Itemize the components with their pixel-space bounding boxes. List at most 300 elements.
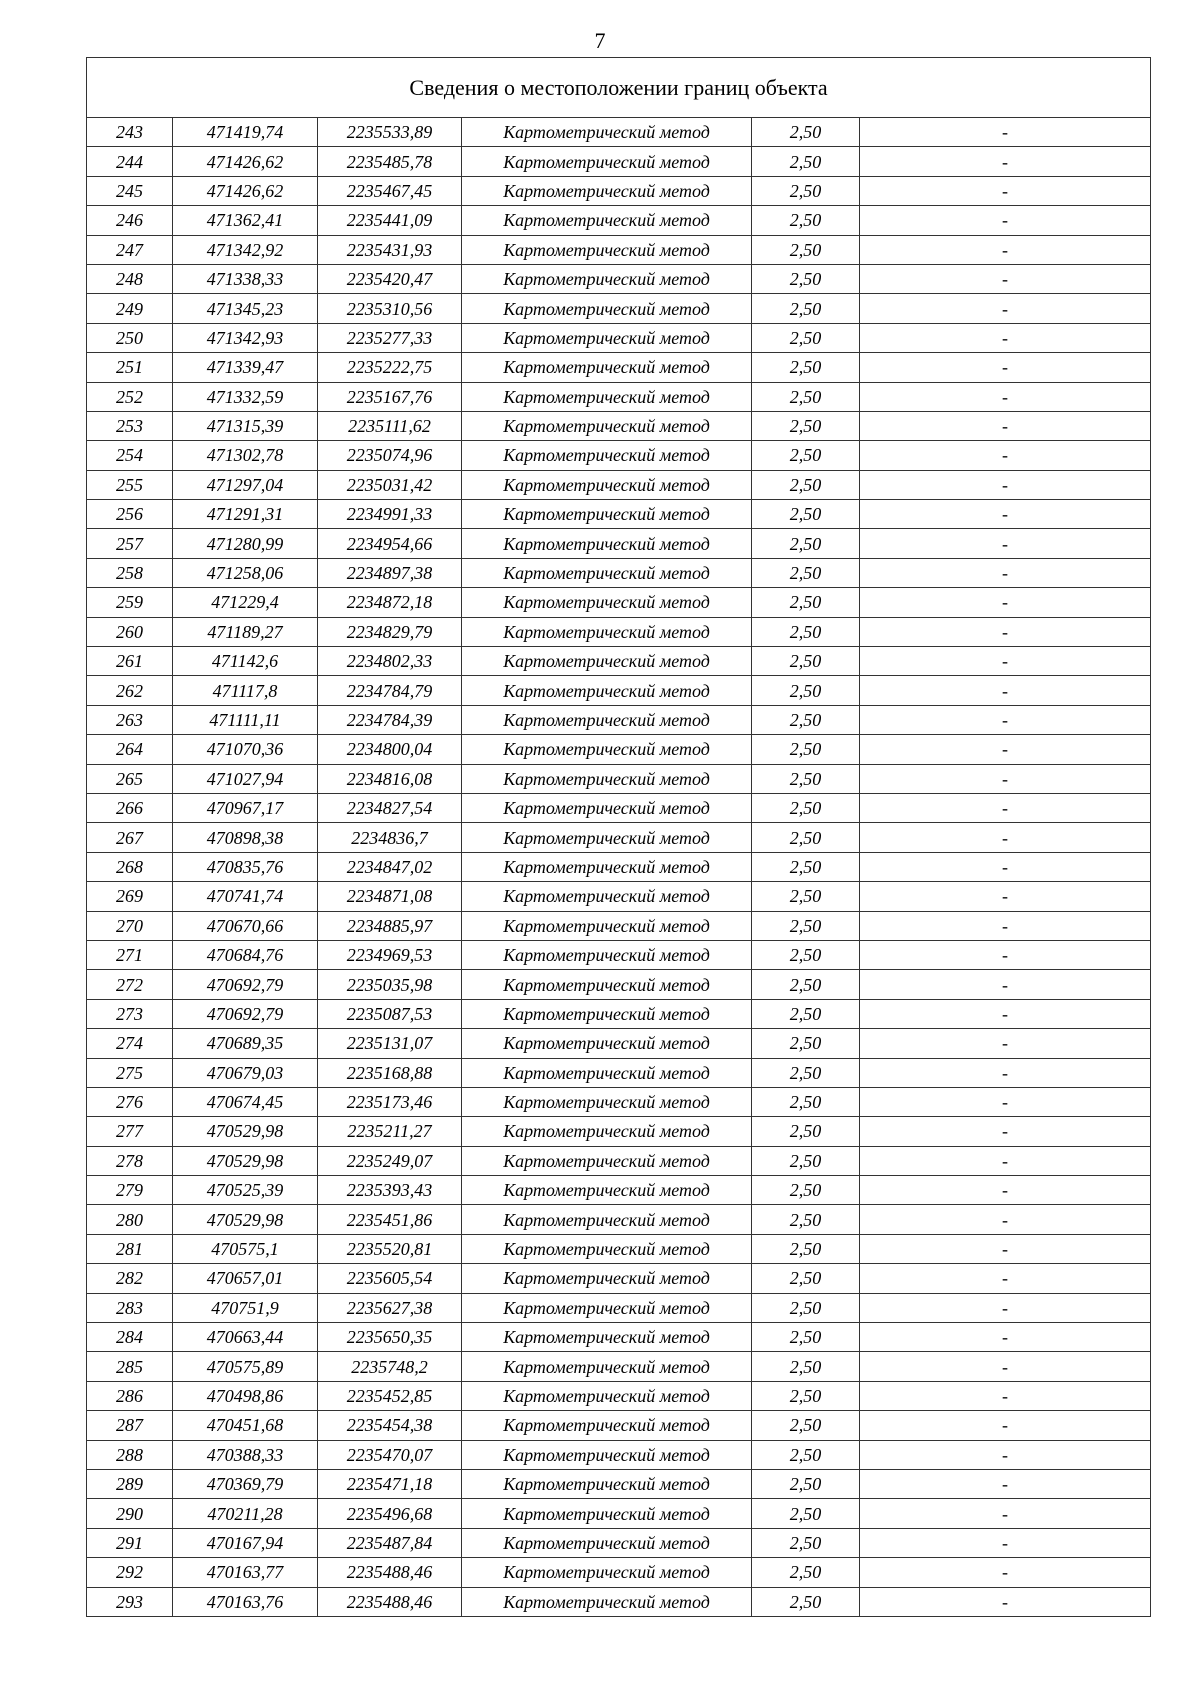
accuracy-cell: 2,50	[752, 411, 860, 440]
table-row	[87, 176, 1151, 205]
method-cell: Картометрический метод	[462, 264, 752, 293]
x-coordinate-cell: 471291,31	[173, 500, 318, 529]
point-number-cell: 290	[87, 1499, 173, 1528]
table-row	[87, 235, 1151, 264]
method-cell: Картометрический метод	[462, 1293, 752, 1322]
table-row	[87, 764, 1151, 793]
description-cell: -	[860, 1264, 1151, 1293]
x-coordinate-cell: 470451,68	[173, 1411, 318, 1440]
y-coordinate-cell: 2234954,66	[318, 529, 462, 558]
description-cell: -	[860, 529, 1151, 558]
x-coordinate-cell: 470689,35	[173, 1029, 318, 1058]
y-coordinate-cell: 2235650,35	[318, 1323, 462, 1352]
x-coordinate-cell: 471426,62	[173, 176, 318, 205]
point-number-cell: 272	[87, 970, 173, 999]
point-number-cell: 287	[87, 1411, 173, 1440]
accuracy-cell: 2,50	[752, 147, 860, 176]
description-cell: -	[860, 852, 1151, 881]
point-number-cell: 250	[87, 323, 173, 352]
accuracy-cell: 2,50	[752, 1352, 860, 1381]
point-number-cell: 265	[87, 764, 173, 793]
point-number-cell: 268	[87, 852, 173, 881]
accuracy-cell: 2,50	[752, 1528, 860, 1557]
description-cell: -	[860, 1499, 1151, 1528]
accuracy-cell: 2,50	[752, 176, 860, 205]
x-coordinate-cell: 470741,74	[173, 882, 318, 911]
y-coordinate-cell: 2235173,46	[318, 1087, 462, 1116]
description-cell: -	[860, 206, 1151, 235]
x-coordinate-cell: 470575,1	[173, 1234, 318, 1263]
accuracy-cell: 2,50	[752, 1058, 860, 1087]
method-cell: Картометрический метод	[462, 1558, 752, 1587]
point-number-cell: 278	[87, 1146, 173, 1175]
x-coordinate-cell: 470525,39	[173, 1176, 318, 1205]
accuracy-cell: 2,50	[752, 1264, 860, 1293]
accuracy-cell: 2,50	[752, 735, 860, 764]
x-coordinate-cell: 471142,6	[173, 647, 318, 676]
method-cell: Картометрический метод	[462, 1499, 752, 1528]
accuracy-cell: 2,50	[752, 1469, 860, 1498]
x-coordinate-cell: 470529,98	[173, 1117, 318, 1146]
point-number-cell: 247	[87, 235, 173, 264]
point-number-cell: 266	[87, 793, 173, 822]
y-coordinate-cell: 2235452,85	[318, 1381, 462, 1410]
method-cell: Картометрический метод	[462, 500, 752, 529]
description-cell: -	[860, 705, 1151, 734]
accuracy-cell: 2,50	[752, 911, 860, 940]
description-cell: -	[860, 1440, 1151, 1469]
point-number-cell: 261	[87, 647, 173, 676]
description-cell: -	[860, 911, 1151, 940]
description-cell: -	[860, 1293, 1151, 1322]
point-number-cell: 258	[87, 558, 173, 587]
accuracy-cell: 2,50	[752, 1411, 860, 1440]
accuracy-cell: 2,50	[752, 999, 860, 1028]
y-coordinate-cell: 2235035,98	[318, 970, 462, 999]
method-cell: Картометрический метод	[462, 235, 752, 264]
accuracy-cell: 2,50	[752, 353, 860, 382]
description-cell: -	[860, 500, 1151, 529]
method-cell: Картометрический метод	[462, 1029, 752, 1058]
point-number-cell: 288	[87, 1440, 173, 1469]
y-coordinate-cell: 2235393,43	[318, 1176, 462, 1205]
y-coordinate-cell: 2235277,33	[318, 323, 462, 352]
accuracy-cell: 2,50	[752, 382, 860, 411]
method-cell: Картометрический метод	[462, 852, 752, 881]
y-coordinate-cell: 2235431,93	[318, 235, 462, 264]
point-number-cell: 244	[87, 147, 173, 176]
description-cell: -	[860, 823, 1151, 852]
table-row	[87, 1469, 1151, 1498]
point-number-cell: 254	[87, 441, 173, 470]
y-coordinate-cell: 2234784,39	[318, 705, 462, 734]
method-cell: Картометрический метод	[462, 353, 752, 382]
x-coordinate-cell: 470751,9	[173, 1293, 318, 1322]
method-cell: Картометрический метод	[462, 1146, 752, 1175]
description-cell: -	[860, 1117, 1151, 1146]
accuracy-cell: 2,50	[752, 1293, 860, 1322]
x-coordinate-cell: 470692,79	[173, 970, 318, 999]
y-coordinate-cell: 2234885,97	[318, 911, 462, 940]
description-cell: -	[860, 1587, 1151, 1616]
table-row	[87, 1205, 1151, 1234]
x-coordinate-cell: 470167,94	[173, 1528, 318, 1557]
y-coordinate-cell: 2235168,88	[318, 1058, 462, 1087]
table-row	[87, 882, 1151, 911]
y-coordinate-cell: 2235488,46	[318, 1558, 462, 1587]
point-number-cell: 257	[87, 529, 173, 558]
method-cell: Картометрический метод	[462, 676, 752, 705]
y-coordinate-cell: 2235222,75	[318, 353, 462, 382]
accuracy-cell: 2,50	[752, 676, 860, 705]
accuracy-cell: 2,50	[752, 1323, 860, 1352]
x-coordinate-cell: 470898,38	[173, 823, 318, 852]
point-number-cell: 276	[87, 1087, 173, 1116]
y-coordinate-cell: 2234827,54	[318, 793, 462, 822]
y-coordinate-cell: 2234871,08	[318, 882, 462, 911]
point-number-cell: 255	[87, 470, 173, 499]
point-number-cell: 248	[87, 264, 173, 293]
x-coordinate-cell: 470967,17	[173, 793, 318, 822]
table-row	[87, 1264, 1151, 1293]
table-row	[87, 1499, 1151, 1528]
table-row	[87, 470, 1151, 499]
description-cell: -	[860, 1176, 1151, 1205]
table-row	[87, 970, 1151, 999]
point-number-cell: 263	[87, 705, 173, 734]
point-number-cell: 281	[87, 1234, 173, 1263]
table-title: Сведения о местоположении границ объекта	[87, 58, 1151, 118]
x-coordinate-cell: 471342,93	[173, 323, 318, 352]
y-coordinate-cell: 2235420,47	[318, 264, 462, 293]
point-number-cell: 280	[87, 1205, 173, 1234]
point-number-cell: 269	[87, 882, 173, 911]
point-number-cell: 264	[87, 735, 173, 764]
x-coordinate-cell: 471338,33	[173, 264, 318, 293]
table-row	[87, 323, 1151, 352]
description-cell: -	[860, 647, 1151, 676]
description-cell: -	[860, 1058, 1151, 1087]
point-number-cell: 289	[87, 1469, 173, 1498]
table-row	[87, 823, 1151, 852]
y-coordinate-cell: 2235310,56	[318, 294, 462, 323]
accuracy-cell: 2,50	[752, 470, 860, 499]
x-coordinate-cell: 470674,45	[173, 1087, 318, 1116]
point-number-cell: 286	[87, 1381, 173, 1410]
table-row	[87, 1058, 1151, 1087]
table-row	[87, 264, 1151, 293]
method-cell: Картометрический метод	[462, 911, 752, 940]
accuracy-cell: 2,50	[752, 118, 860, 147]
table-row	[87, 940, 1151, 969]
y-coordinate-cell: 2235441,09	[318, 206, 462, 235]
method-cell: Картометрический метод	[462, 1411, 752, 1440]
method-cell: Картометрический метод	[462, 647, 752, 676]
point-number-cell: 283	[87, 1293, 173, 1322]
description-cell: -	[860, 558, 1151, 587]
table-row	[87, 382, 1151, 411]
accuracy-cell: 2,50	[752, 1587, 860, 1616]
table-row	[87, 1234, 1151, 1263]
y-coordinate-cell: 2235454,38	[318, 1411, 462, 1440]
point-number-cell: 275	[87, 1058, 173, 1087]
y-coordinate-cell: 2235074,96	[318, 441, 462, 470]
method-cell: Картометрический метод	[462, 793, 752, 822]
table-row	[87, 147, 1151, 176]
y-coordinate-cell: 2235533,89	[318, 118, 462, 147]
x-coordinate-cell: 471315,39	[173, 411, 318, 440]
accuracy-cell: 2,50	[752, 1381, 860, 1410]
point-number-cell: 274	[87, 1029, 173, 1058]
description-cell: -	[860, 617, 1151, 646]
description-cell: -	[860, 1234, 1151, 1263]
x-coordinate-cell: 471345,23	[173, 294, 318, 323]
table-row	[87, 558, 1151, 587]
accuracy-cell: 2,50	[752, 558, 860, 587]
description-cell: -	[860, 1352, 1151, 1381]
table-body	[87, 118, 1151, 1617]
point-number-cell: 270	[87, 911, 173, 940]
description-cell: -	[860, 1029, 1151, 1058]
description-cell: -	[860, 1205, 1151, 1234]
x-coordinate-cell: 470657,01	[173, 1264, 318, 1293]
point-number-cell: 262	[87, 676, 173, 705]
accuracy-cell: 2,50	[752, 764, 860, 793]
accuracy-cell: 2,50	[752, 294, 860, 323]
accuracy-cell: 2,50	[752, 264, 860, 293]
accuracy-cell: 2,50	[752, 1499, 860, 1528]
x-coordinate-cell: 471117,8	[173, 676, 318, 705]
method-cell: Картометрический метод	[462, 206, 752, 235]
method-cell: Картометрический метод	[462, 940, 752, 969]
accuracy-cell: 2,50	[752, 1205, 860, 1234]
point-number-cell: 256	[87, 500, 173, 529]
y-coordinate-cell: 2235605,54	[318, 1264, 462, 1293]
table-row	[87, 647, 1151, 676]
accuracy-cell: 2,50	[752, 1234, 860, 1263]
description-cell: -	[860, 764, 1151, 793]
y-coordinate-cell: 2234991,33	[318, 500, 462, 529]
x-coordinate-cell: 470835,76	[173, 852, 318, 881]
table-row	[87, 1558, 1151, 1587]
point-number-cell: 267	[87, 823, 173, 852]
accuracy-cell: 2,50	[752, 1176, 860, 1205]
method-cell: Картометрический метод	[462, 1587, 752, 1616]
x-coordinate-cell: 470684,76	[173, 940, 318, 969]
y-coordinate-cell: 2235488,46	[318, 1587, 462, 1616]
point-number-cell: 259	[87, 588, 173, 617]
table-row	[87, 1587, 1151, 1616]
description-cell: -	[860, 441, 1151, 470]
method-cell: Картометрический метод	[462, 882, 752, 911]
description-cell: -	[860, 1381, 1151, 1410]
x-coordinate-cell: 471258,06	[173, 558, 318, 587]
point-number-cell: 252	[87, 382, 173, 411]
accuracy-cell: 2,50	[752, 970, 860, 999]
y-coordinate-cell: 2234802,33	[318, 647, 462, 676]
method-cell: Картометрический метод	[462, 1323, 752, 1352]
description-cell: -	[860, 1146, 1151, 1175]
table-row	[87, 353, 1151, 382]
description-cell: -	[860, 1528, 1151, 1557]
method-cell: Картометрический метод	[462, 294, 752, 323]
accuracy-cell: 2,50	[752, 940, 860, 969]
table-row	[87, 1528, 1151, 1557]
x-coordinate-cell: 471189,27	[173, 617, 318, 646]
x-coordinate-cell: 471027,94	[173, 764, 318, 793]
method-cell: Картометрический метод	[462, 1205, 752, 1234]
x-coordinate-cell: 471332,59	[173, 382, 318, 411]
table-row	[87, 1117, 1151, 1146]
point-number-cell: 277	[87, 1117, 173, 1146]
y-coordinate-cell: 2235748,2	[318, 1352, 462, 1381]
description-cell: -	[860, 735, 1151, 764]
point-number-cell: 246	[87, 206, 173, 235]
y-coordinate-cell: 2235167,76	[318, 382, 462, 411]
accuracy-cell: 2,50	[752, 1029, 860, 1058]
y-coordinate-cell: 2235487,84	[318, 1528, 462, 1557]
method-cell: Картометрический метод	[462, 735, 752, 764]
method-cell: Картометрический метод	[462, 999, 752, 1028]
description-cell: -	[860, 470, 1151, 499]
accuracy-cell: 2,50	[752, 529, 860, 558]
description-cell: -	[860, 999, 1151, 1028]
accuracy-cell: 2,50	[752, 323, 860, 352]
y-coordinate-cell: 2234847,02	[318, 852, 462, 881]
description-cell: -	[860, 411, 1151, 440]
table-row	[87, 588, 1151, 617]
x-coordinate-cell: 470211,28	[173, 1499, 318, 1528]
accuracy-cell: 2,50	[752, 1087, 860, 1116]
description-cell: -	[860, 118, 1151, 147]
method-cell: Картометрический метод	[462, 176, 752, 205]
table-row	[87, 1411, 1151, 1440]
x-coordinate-cell: 471342,92	[173, 235, 318, 264]
description-cell: -	[860, 264, 1151, 293]
table-row	[87, 1440, 1151, 1469]
x-coordinate-cell: 470369,79	[173, 1469, 318, 1498]
y-coordinate-cell: 2235087,53	[318, 999, 462, 1028]
method-cell: Картометрический метод	[462, 1234, 752, 1263]
description-cell: -	[860, 323, 1151, 352]
table-row	[87, 500, 1151, 529]
accuracy-cell: 2,50	[752, 500, 860, 529]
method-cell: Картометрический метод	[462, 558, 752, 587]
y-coordinate-cell: 2234800,04	[318, 735, 462, 764]
point-number-cell: 260	[87, 617, 173, 646]
accuracy-cell: 2,50	[752, 1117, 860, 1146]
accuracy-cell: 2,50	[752, 647, 860, 676]
accuracy-cell: 2,50	[752, 793, 860, 822]
table-row	[87, 676, 1151, 705]
table-row	[87, 1381, 1151, 1410]
table-row	[87, 411, 1151, 440]
accuracy-cell: 2,50	[752, 1146, 860, 1175]
y-coordinate-cell: 2235111,62	[318, 411, 462, 440]
x-coordinate-cell: 470529,98	[173, 1146, 318, 1175]
y-coordinate-cell: 2234836,7	[318, 823, 462, 852]
point-number-cell: 271	[87, 940, 173, 969]
description-cell: -	[860, 1087, 1151, 1116]
table-row	[87, 1352, 1151, 1381]
method-cell: Картометрический метод	[462, 1264, 752, 1293]
point-number-cell: 279	[87, 1176, 173, 1205]
description-cell: -	[860, 588, 1151, 617]
table-row	[87, 1293, 1151, 1322]
table-row	[87, 793, 1151, 822]
x-coordinate-cell: 471426,62	[173, 147, 318, 176]
method-cell: Картометрический метод	[462, 1058, 752, 1087]
y-coordinate-cell: 2235485,78	[318, 147, 462, 176]
x-coordinate-cell: 470529,98	[173, 1205, 318, 1234]
method-cell: Картометрический метод	[462, 1381, 752, 1410]
table-row	[87, 1029, 1151, 1058]
table-row	[87, 441, 1151, 470]
description-cell: -	[860, 882, 1151, 911]
table-row	[87, 999, 1151, 1028]
x-coordinate-cell: 471302,78	[173, 441, 318, 470]
table-row	[87, 1146, 1151, 1175]
y-coordinate-cell: 2234872,18	[318, 588, 462, 617]
method-cell: Картометрический метод	[462, 1352, 752, 1381]
table-row	[87, 1087, 1151, 1116]
method-cell: Картометрический метод	[462, 617, 752, 646]
method-cell: Картометрический метод	[462, 823, 752, 852]
point-number-cell: 253	[87, 411, 173, 440]
x-coordinate-cell: 470670,66	[173, 911, 318, 940]
y-coordinate-cell: 2234816,08	[318, 764, 462, 793]
description-cell: -	[860, 235, 1151, 264]
table-title-row	[87, 58, 1151, 118]
x-coordinate-cell: 471419,74	[173, 118, 318, 147]
description-cell: -	[860, 793, 1151, 822]
table-row	[87, 705, 1151, 734]
method-cell: Картометрический метод	[462, 588, 752, 617]
y-coordinate-cell: 2235249,07	[318, 1146, 462, 1175]
accuracy-cell: 2,50	[752, 882, 860, 911]
point-number-cell: 273	[87, 999, 173, 1028]
table-row	[87, 529, 1151, 558]
point-number-cell: 282	[87, 1264, 173, 1293]
description-cell: -	[860, 970, 1151, 999]
description-cell: -	[860, 147, 1151, 176]
y-coordinate-cell: 2234897,38	[318, 558, 462, 587]
description-cell: -	[860, 1411, 1151, 1440]
method-cell: Картометрический метод	[462, 970, 752, 999]
description-cell: -	[860, 676, 1151, 705]
table-row	[87, 617, 1151, 646]
description-cell: -	[860, 1558, 1151, 1587]
point-number-cell: 293	[87, 1587, 173, 1616]
point-number-cell: 245	[87, 176, 173, 205]
table-row	[87, 1323, 1151, 1352]
method-cell: Картометрический метод	[462, 1087, 752, 1116]
table-row	[87, 911, 1151, 940]
method-cell: Картометрический метод	[462, 382, 752, 411]
method-cell: Картометрический метод	[462, 470, 752, 499]
point-number-cell: 292	[87, 1558, 173, 1587]
method-cell: Картометрический метод	[462, 147, 752, 176]
x-coordinate-cell: 470575,89	[173, 1352, 318, 1381]
y-coordinate-cell: 2234969,53	[318, 940, 462, 969]
method-cell: Картометрический метод	[462, 529, 752, 558]
accuracy-cell: 2,50	[752, 588, 860, 617]
description-cell: -	[860, 382, 1151, 411]
method-cell: Картометрический метод	[462, 1440, 752, 1469]
table-row	[87, 852, 1151, 881]
method-cell: Картометрический метод	[462, 764, 752, 793]
x-coordinate-cell: 470498,86	[173, 1381, 318, 1410]
